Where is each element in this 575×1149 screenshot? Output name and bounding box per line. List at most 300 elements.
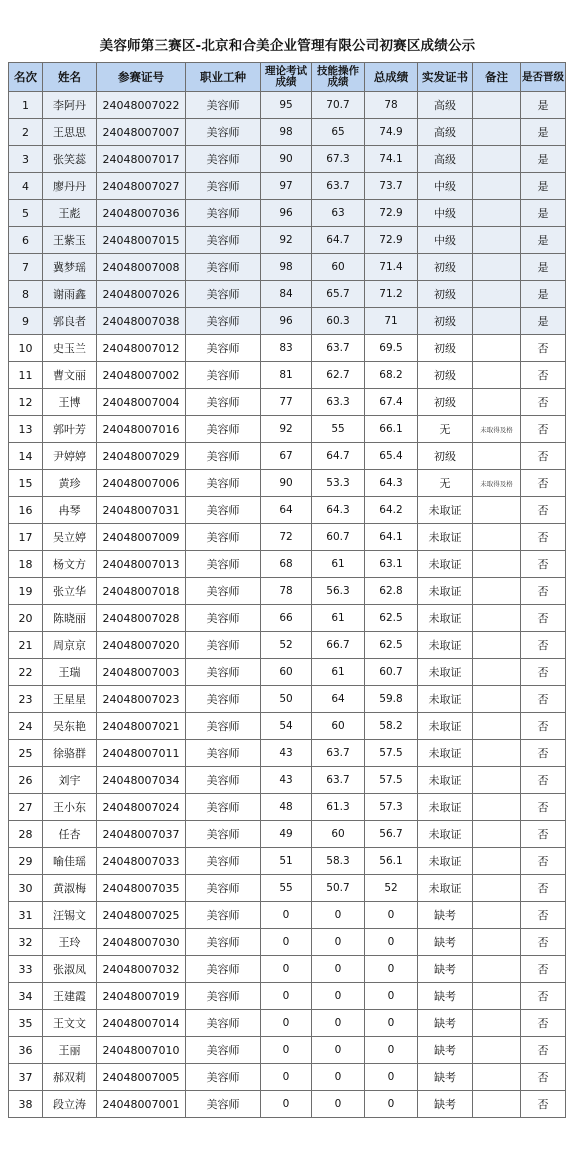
cell-theory-score: 98 <box>261 254 312 281</box>
table-row <box>9 713 566 740</box>
cell-certificate: 未取证 <box>418 605 473 632</box>
cell-advance: 否 <box>521 416 566 443</box>
cell-certificate: 未取证 <box>418 848 473 875</box>
cell-theory-score: 50 <box>261 686 312 713</box>
table-row <box>9 1037 566 1064</box>
cell-occupation: 美容师 <box>186 875 261 902</box>
cell-theory-score: 97 <box>261 173 312 200</box>
cell-rank: 12 <box>9 389 43 416</box>
cell-entry-number: 24048007035 <box>97 875 186 902</box>
cell-skill-score: 61 <box>312 605 365 632</box>
cell-remarks <box>473 524 521 551</box>
cell-remarks <box>473 578 521 605</box>
cell-occupation: 美容师 <box>186 605 261 632</box>
cell-rank: 33 <box>9 956 43 983</box>
cell-theory-score: 0 <box>261 983 312 1010</box>
cell-rank: 25 <box>9 740 43 767</box>
cell-remarks <box>473 713 521 740</box>
table-row <box>9 119 566 146</box>
cell-skill-score: 65 <box>312 119 365 146</box>
table-row <box>9 578 566 605</box>
cell-rank: 35 <box>9 1010 43 1037</box>
cell-remarks <box>473 848 521 875</box>
cell-rank: 19 <box>9 578 43 605</box>
cell-name: 杨文方 <box>43 551 97 578</box>
cell-advance: 否 <box>521 524 566 551</box>
cell-occupation: 美容师 <box>186 389 261 416</box>
table-row <box>9 767 566 794</box>
cell-total-score: 71 <box>365 308 418 335</box>
cell-remarks <box>473 1091 521 1118</box>
table-row <box>9 1064 566 1091</box>
header-occupation: 职业工种 <box>186 63 261 92</box>
cell-rank: 6 <box>9 227 43 254</box>
cell-theory-score: 72 <box>261 524 312 551</box>
cell-rank: 1 <box>9 92 43 119</box>
cell-skill-score: 61.3 <box>312 794 365 821</box>
cell-theory-score: 67 <box>261 443 312 470</box>
table-row <box>9 281 566 308</box>
cell-skill-score: 63.7 <box>312 740 365 767</box>
cell-advance: 是 <box>521 227 566 254</box>
cell-remarks <box>473 929 521 956</box>
cell-advance: 否 <box>521 983 566 1010</box>
cell-total-score: 0 <box>365 983 418 1010</box>
cell-occupation: 美容师 <box>186 470 261 497</box>
cell-rank: 17 <box>9 524 43 551</box>
cell-name: 廖丹丹 <box>43 173 97 200</box>
cell-theory-score: 60 <box>261 659 312 686</box>
cell-advance: 是 <box>521 173 566 200</box>
cell-entry-number: 24048007031 <box>97 497 186 524</box>
cell-certificate: 中级 <box>418 227 473 254</box>
cell-rank: 24 <box>9 713 43 740</box>
cell-theory-score: 90 <box>261 470 312 497</box>
cell-certificate: 无 <box>418 470 473 497</box>
cell-entry-number: 24048007026 <box>97 281 186 308</box>
table-row <box>9 659 566 686</box>
cell-theory-score: 0 <box>261 1037 312 1064</box>
cell-name: 王彪 <box>43 200 97 227</box>
cell-name: 王博 <box>43 389 97 416</box>
cell-skill-score: 60 <box>312 713 365 740</box>
cell-skill-score: 50.7 <box>312 875 365 902</box>
cell-certificate: 缺考 <box>418 929 473 956</box>
cell-theory-score: 0 <box>261 929 312 956</box>
cell-total-score: 65.4 <box>365 443 418 470</box>
cell-theory-score: 90 <box>261 146 312 173</box>
cell-entry-number: 24048007011 <box>97 740 186 767</box>
cell-remarks <box>473 119 521 146</box>
cell-skill-score: 58.3 <box>312 848 365 875</box>
cell-remarks <box>473 983 521 1010</box>
cell-name: 黄珍 <box>43 470 97 497</box>
cell-certificate: 未取证 <box>418 875 473 902</box>
cell-occupation: 美容师 <box>186 956 261 983</box>
cell-entry-number: 24048007001 <box>97 1091 186 1118</box>
cell-entry-number: 24048007037 <box>97 821 186 848</box>
cell-skill-score: 63 <box>312 200 365 227</box>
cell-name: 李阿丹 <box>43 92 97 119</box>
cell-name: 王思思 <box>43 119 97 146</box>
cell-remarks: 未取得及格 <box>473 470 521 497</box>
table-row <box>9 254 566 281</box>
cell-total-score: 0 <box>365 902 418 929</box>
cell-name: 张立华 <box>43 578 97 605</box>
header-name: 姓名 <box>43 63 97 92</box>
cell-advance: 是 <box>521 146 566 173</box>
cell-skill-score: 64.7 <box>312 443 365 470</box>
cell-remarks <box>473 740 521 767</box>
cell-rank: 28 <box>9 821 43 848</box>
cell-certificate: 缺考 <box>418 1064 473 1091</box>
table-row <box>9 605 566 632</box>
cell-total-score: 64.1 <box>365 524 418 551</box>
table-row <box>9 362 566 389</box>
cell-name: 王瑞 <box>43 659 97 686</box>
cell-advance: 是 <box>521 254 566 281</box>
cell-name: 任杏 <box>43 821 97 848</box>
cell-skill-score: 67.3 <box>312 146 365 173</box>
cell-total-score: 74.9 <box>365 119 418 146</box>
cell-advance: 否 <box>521 767 566 794</box>
cell-certificate: 无 <box>418 416 473 443</box>
table-row <box>9 227 566 254</box>
table-row <box>9 956 566 983</box>
cell-occupation: 美容师 <box>186 902 261 929</box>
cell-occupation: 美容师 <box>186 1037 261 1064</box>
cell-name: 王文文 <box>43 1010 97 1037</box>
cell-total-score: 71.4 <box>365 254 418 281</box>
cell-occupation: 美容师 <box>186 335 261 362</box>
cell-remarks <box>473 1037 521 1064</box>
cell-total-score: 60.7 <box>365 659 418 686</box>
table-row <box>9 686 566 713</box>
cell-certificate: 未取证 <box>418 686 473 713</box>
cell-entry-number: 24048007003 <box>97 659 186 686</box>
cell-advance: 否 <box>521 659 566 686</box>
table-row <box>9 308 566 335</box>
cell-skill-score: 0 <box>312 1037 365 1064</box>
cell-skill-score: 65.7 <box>312 281 365 308</box>
cell-rank: 11 <box>9 362 43 389</box>
cell-occupation: 美容师 <box>186 1091 261 1118</box>
header-certificate: 实发证书 <box>418 63 473 92</box>
cell-occupation: 美容师 <box>186 497 261 524</box>
table-row <box>9 389 566 416</box>
cell-remarks <box>473 686 521 713</box>
table-row <box>9 416 566 443</box>
cell-entry-number: 24048007006 <box>97 470 186 497</box>
cell-theory-score: 52 <box>261 632 312 659</box>
cell-advance: 否 <box>521 335 566 362</box>
cell-total-score: 66.1 <box>365 416 418 443</box>
cell-remarks: 未取得及格 <box>473 416 521 443</box>
cell-theory-score: 77 <box>261 389 312 416</box>
cell-occupation: 美容师 <box>186 767 261 794</box>
cell-skill-score: 0 <box>312 956 365 983</box>
cell-certificate: 缺考 <box>418 902 473 929</box>
cell-total-score: 57.3 <box>365 794 418 821</box>
cell-total-score: 73.7 <box>365 173 418 200</box>
cell-occupation: 美容师 <box>186 146 261 173</box>
cell-total-score: 56.1 <box>365 848 418 875</box>
cell-remarks <box>473 308 521 335</box>
cell-remarks <box>473 389 521 416</box>
cell-advance: 否 <box>521 902 566 929</box>
cell-name: 张笑蕊 <box>43 146 97 173</box>
table-row <box>9 497 566 524</box>
cell-skill-score: 60.7 <box>312 524 365 551</box>
cell-rank: 30 <box>9 875 43 902</box>
cell-remarks <box>473 173 521 200</box>
cell-occupation: 美容师 <box>186 686 261 713</box>
cell-skill-score: 0 <box>312 929 365 956</box>
cell-skill-score: 0 <box>312 1010 365 1037</box>
cell-occupation: 美容师 <box>186 713 261 740</box>
cell-name: 王丽 <box>43 1037 97 1064</box>
cell-name: 谢雨鑫 <box>43 281 97 308</box>
cell-entry-number: 24048007017 <box>97 146 186 173</box>
cell-skill-score: 61 <box>312 551 365 578</box>
cell-entry-number: 24048007034 <box>97 767 186 794</box>
cell-certificate: 缺考 <box>418 956 473 983</box>
cell-total-score: 57.5 <box>365 740 418 767</box>
cell-rank: 38 <box>9 1091 43 1118</box>
header-theory-score: 理论考试成绩 <box>261 63 312 92</box>
cell-advance: 否 <box>521 497 566 524</box>
cell-certificate: 未取证 <box>418 551 473 578</box>
cell-certificate: 高级 <box>418 146 473 173</box>
cell-name: 喻佳瑶 <box>43 848 97 875</box>
cell-rank: 7 <box>9 254 43 281</box>
cell-occupation: 美容师 <box>186 254 261 281</box>
cell-total-score: 62.8 <box>365 578 418 605</box>
cell-skill-score: 64 <box>312 686 365 713</box>
cell-certificate: 初级 <box>418 308 473 335</box>
cell-rank: 15 <box>9 470 43 497</box>
cell-total-score: 72.9 <box>365 227 418 254</box>
cell-theory-score: 96 <box>261 308 312 335</box>
cell-skill-score: 63.7 <box>312 335 365 362</box>
cell-remarks <box>473 632 521 659</box>
cell-total-score: 0 <box>365 956 418 983</box>
header-total-score: 总成绩 <box>365 63 418 92</box>
cell-skill-score: 63.3 <box>312 389 365 416</box>
cell-remarks <box>473 362 521 389</box>
cell-entry-number: 24048007022 <box>97 92 186 119</box>
cell-skill-score: 61 <box>312 659 365 686</box>
cell-name: 黄淑梅 <box>43 875 97 902</box>
table-row <box>9 740 566 767</box>
cell-remarks <box>473 821 521 848</box>
cell-advance: 否 <box>521 551 566 578</box>
cell-certificate: 未取证 <box>418 497 473 524</box>
cell-name: 张淑凤 <box>43 956 97 983</box>
cell-occupation: 美容师 <box>186 983 261 1010</box>
cell-total-score: 0 <box>365 1037 418 1064</box>
table-row <box>9 470 566 497</box>
cell-theory-score: 0 <box>261 956 312 983</box>
table-row <box>9 1010 566 1037</box>
cell-advance: 否 <box>521 578 566 605</box>
cell-total-score: 78 <box>365 92 418 119</box>
cell-certificate: 缺考 <box>418 1010 473 1037</box>
cell-advance: 否 <box>521 794 566 821</box>
cell-total-score: 0 <box>365 1091 418 1118</box>
cell-entry-number: 24048007032 <box>97 956 186 983</box>
cell-remarks <box>473 1010 521 1037</box>
cell-occupation: 美容师 <box>186 740 261 767</box>
cell-skill-score: 0 <box>312 1091 365 1118</box>
cell-name: 周京京 <box>43 632 97 659</box>
cell-entry-number: 24048007018 <box>97 578 186 605</box>
cell-total-score: 62.5 <box>365 632 418 659</box>
cell-rank: 37 <box>9 1064 43 1091</box>
cell-name: 陈晓丽 <box>43 605 97 632</box>
cell-name: 曹文丽 <box>43 362 97 389</box>
cell-skill-score: 56.3 <box>312 578 365 605</box>
cell-certificate: 缺考 <box>418 983 473 1010</box>
cell-name: 郝双莉 <box>43 1064 97 1091</box>
cell-rank: 2 <box>9 119 43 146</box>
cell-skill-score: 0 <box>312 902 365 929</box>
cell-certificate: 未取证 <box>418 524 473 551</box>
cell-rank: 10 <box>9 335 43 362</box>
cell-rank: 4 <box>9 173 43 200</box>
cell-entry-number: 24048007010 <box>97 1037 186 1064</box>
cell-remarks <box>473 605 521 632</box>
cell-remarks <box>473 956 521 983</box>
cell-entry-number: 24048007030 <box>97 929 186 956</box>
cell-occupation: 美容师 <box>186 794 261 821</box>
cell-theory-score: 95 <box>261 92 312 119</box>
cell-occupation: 美容师 <box>186 362 261 389</box>
table-header-row <box>9 63 566 92</box>
cell-certificate: 中级 <box>418 200 473 227</box>
cell-name: 史玉兰 <box>43 335 97 362</box>
cell-total-score: 72.9 <box>365 200 418 227</box>
cell-name: 郭叶芳 <box>43 416 97 443</box>
cell-occupation: 美容师 <box>186 551 261 578</box>
cell-skill-score: 55 <box>312 416 365 443</box>
cell-rank: 14 <box>9 443 43 470</box>
cell-rank: 32 <box>9 929 43 956</box>
cell-name: 刘宇 <box>43 767 97 794</box>
cell-total-score: 52 <box>365 875 418 902</box>
cell-rank: 21 <box>9 632 43 659</box>
header-rank: 名次 <box>9 63 43 92</box>
cell-remarks <box>473 227 521 254</box>
cell-advance: 否 <box>521 1091 566 1118</box>
cell-certificate: 初级 <box>418 281 473 308</box>
cell-occupation: 美容师 <box>186 578 261 605</box>
cell-theory-score: 48 <box>261 794 312 821</box>
cell-advance: 否 <box>521 389 566 416</box>
cell-skill-score: 62.7 <box>312 362 365 389</box>
cell-occupation: 美容师 <box>186 416 261 443</box>
cell-name: 王紫玉 <box>43 227 97 254</box>
cell-skill-score: 66.7 <box>312 632 365 659</box>
cell-certificate: 未取证 <box>418 740 473 767</box>
cell-advance: 是 <box>521 281 566 308</box>
cell-occupation: 美容师 <box>186 929 261 956</box>
cell-total-score: 71.2 <box>365 281 418 308</box>
cell-advance: 否 <box>521 1037 566 1064</box>
cell-skill-score: 64.7 <box>312 227 365 254</box>
cell-advance: 是 <box>521 92 566 119</box>
cell-advance: 否 <box>521 875 566 902</box>
table-row <box>9 335 566 362</box>
cell-rank: 23 <box>9 686 43 713</box>
cell-advance: 否 <box>521 713 566 740</box>
cell-certificate: 未取证 <box>418 659 473 686</box>
cell-certificate: 未取证 <box>418 578 473 605</box>
page-title: 美容师第三赛区-北京和合美企业管理有限公司初赛区成绩公示 <box>99 38 476 54</box>
cell-remarks <box>473 497 521 524</box>
table-row <box>9 821 566 848</box>
cell-skill-score: 53.3 <box>312 470 365 497</box>
table-row <box>9 443 566 470</box>
cell-total-score: 69.5 <box>365 335 418 362</box>
cell-entry-number: 24048007004 <box>97 389 186 416</box>
cell-skill-score: 63.7 <box>312 767 365 794</box>
cell-total-score: 59.8 <box>365 686 418 713</box>
cell-occupation: 美容师 <box>186 659 261 686</box>
cell-certificate: 未取证 <box>418 767 473 794</box>
cell-total-score: 64.3 <box>365 470 418 497</box>
cell-total-score: 64.2 <box>365 497 418 524</box>
table-row <box>9 632 566 659</box>
cell-remarks <box>473 443 521 470</box>
cell-theory-score: 83 <box>261 335 312 362</box>
cell-entry-number: 24048007014 <box>97 1010 186 1037</box>
table-row <box>9 146 566 173</box>
cell-name: 尹婷婷 <box>43 443 97 470</box>
cell-remarks <box>473 767 521 794</box>
cell-occupation: 美容师 <box>186 92 261 119</box>
cell-entry-number: 24048007033 <box>97 848 186 875</box>
cell-certificate: 初级 <box>418 335 473 362</box>
cell-remarks <box>473 551 521 578</box>
cell-theory-score: 54 <box>261 713 312 740</box>
cell-name: 王建霞 <box>43 983 97 1010</box>
cell-entry-number: 24048007020 <box>97 632 186 659</box>
cell-entry-number: 24048007012 <box>97 335 186 362</box>
results-table <box>8 62 566 1118</box>
cell-entry-number: 24048007016 <box>97 416 186 443</box>
cell-skill-score: 0 <box>312 983 365 1010</box>
cell-rank: 16 <box>9 497 43 524</box>
cell-occupation: 美容师 <box>186 308 261 335</box>
cell-skill-score: 60.3 <box>312 308 365 335</box>
cell-rank: 9 <box>9 308 43 335</box>
header-entry-number: 参赛证号 <box>97 63 186 92</box>
cell-entry-number: 24048007019 <box>97 983 186 1010</box>
cell-entry-number: 24048007023 <box>97 686 186 713</box>
cell-skill-score: 0 <box>312 1064 365 1091</box>
cell-theory-score: 92 <box>261 227 312 254</box>
cell-remarks <box>473 1064 521 1091</box>
cell-theory-score: 51 <box>261 848 312 875</box>
cell-rank: 13 <box>9 416 43 443</box>
cell-advance: 否 <box>521 929 566 956</box>
cell-remarks <box>473 335 521 362</box>
cell-theory-score: 92 <box>261 416 312 443</box>
cell-remarks <box>473 281 521 308</box>
cell-theory-score: 43 <box>261 740 312 767</box>
cell-rank: 34 <box>9 983 43 1010</box>
